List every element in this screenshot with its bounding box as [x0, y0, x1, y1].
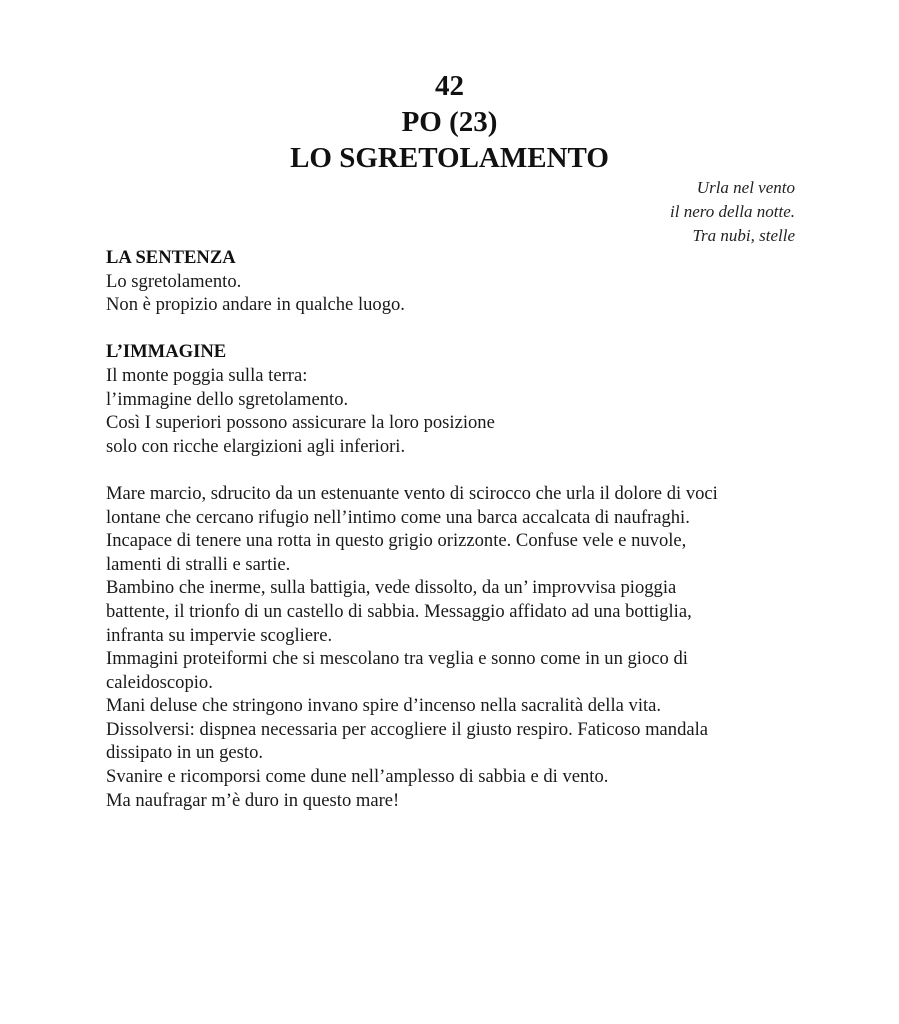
commentary-line: Mani deluse che stringono invano spire d’incenso nella sacralità della vita.	[106, 695, 662, 717]
chapter-name: LO SGRETOLAMENTO	[290, 142, 609, 174]
commentary-line: Svanire e ricomporsi come dune nell’amplesso di sabbia e di vento.	[106, 766, 609, 788]
commentary-line: Incapace di tenere una rotta in questo grigio orizzonte. Confuse vele e nuvole,	[106, 530, 687, 552]
immagine-heading: L’IMMAGINE	[106, 341, 227, 363]
commentary-line: lamenti di stralli e sartie.	[106, 553, 291, 575]
sentenza-line: Lo sgretolamento.	[106, 270, 242, 292]
chapter-number: 42	[435, 70, 464, 102]
epigraph-line: Urla nel vento	[696, 178, 795, 197]
commentary-line: battente, il trionfo di un castello di sabbia. Messaggio affidato ad una bottiglia,	[106, 600, 692, 622]
commentary-line: caleidoscopio.	[106, 671, 213, 693]
commentary-line: Ma naufragar m’è duro in questo mare!	[106, 789, 400, 811]
sentenza-line: Non è propizio andare in qualche luogo.	[106, 294, 405, 316]
paragraph-gap	[106, 458, 806, 482]
epigraph	[670, 176, 795, 248]
paragraph-gap	[106, 317, 806, 341]
commentary-line: lontane che cercano rifugio nell’intimo come una barca accalcata di naufraghi.	[106, 506, 690, 528]
commentary-line: dissipato in un gesto.	[106, 742, 264, 764]
immagine-line: solo con ricche elargizioni agli inferiori.	[106, 435, 406, 457]
commentary-line: infranta su impervie scogliere.	[106, 624, 333, 646]
immagine-line: Il monte poggia sulla terra:	[106, 364, 308, 386]
hexagram-name: PO (23)	[401, 106, 498, 138]
immagine-line: Così I superiori possono assicurare la loro posizione	[106, 412, 495, 434]
chapter-title	[0, 68, 899, 176]
epigraph-line: il nero della notte.	[670, 202, 795, 221]
sentenza-heading: LA SENTENZA	[106, 247, 236, 268]
epigraph-line: Tra nubi, stelle	[692, 226, 795, 245]
body-text	[106, 246, 806, 812]
immagine-line: l’immagine dello sgretolamento.	[106, 388, 349, 410]
commentary-line: Bambino che inerme, sulla battigia, vede dissolto, da un’ improvvisa pioggia	[106, 577, 677, 599]
commentary-line: Immagini proteiformi che si mescolano tra veglia e sonno come in un gioco di	[106, 648, 688, 670]
commentary-line: Dissolversi: dispnea necessaria per accogliere il giusto respiro. Faticoso mandala	[106, 718, 709, 740]
commentary-line: Mare marcio, sdrucito da un estenuante vento di scirocco che urla il dolore di voci	[106, 482, 718, 504]
